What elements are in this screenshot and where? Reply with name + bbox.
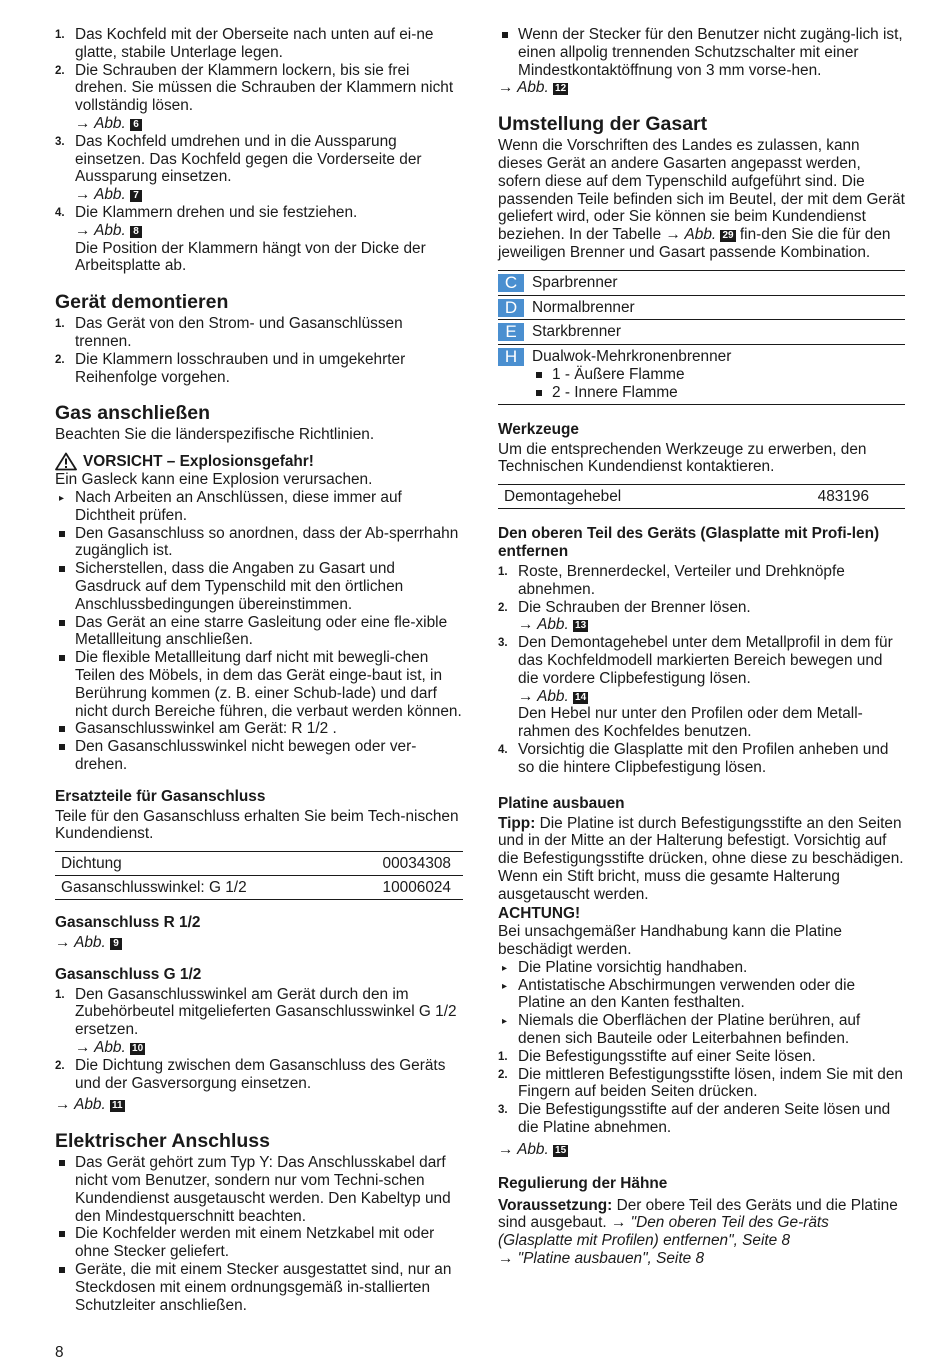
gasart-text-a: Wenn die Vorschriften des Landes es zulassen, kann dieses Gerät an andere Gasarten angepasst werden, sofern diese auf dem Typenschild aufgeführt sind. Die passenden Teile befinden sich im Beutel, der mit dem Gerät geliefert wird, oder Sie können sie beim Kundendienst beziehen. In der Tabelle (498, 137, 905, 244)
cross-reference-link[interactable]: → "Platine ausbauen", Seite 8 (498, 1250, 705, 1268)
step-number: 4. (55, 206, 65, 219)
action-text: Die Platine vorsichtig handhaben. (518, 958, 748, 976)
list-item (55, 351, 463, 387)
burner-label: Dualwok-Mehrkronenbrenner (532, 348, 732, 366)
bullet-text: 1 - Äußere Flamme (552, 365, 685, 383)
list-item (55, 986, 463, 1057)
action-text: Antistatische Abschirmungen verwenden oder die Platine an den Kanten festhalten. (518, 976, 856, 1012)
list-item (55, 1261, 463, 1314)
step-number: 2. (55, 64, 65, 77)
bullet-text: Die flexible Metallleitung darf nicht mit bewegli-chen Teilen des Möbels, in dem das Gerät einge-baut ist, in Berührung kommen (z. B. einer Schub-lade) und darf nicht durch Bereiche führen, die verbaut werden können. (75, 649, 462, 720)
section-title-r12: Gasanschluss R 1/2 (55, 913, 201, 931)
step-text: Die Klammern losschrauben und in umgekehrter Reihenfolge vorgehen. (75, 350, 406, 386)
figure-ref: → Abb. (518, 687, 569, 705)
list-item (532, 366, 905, 384)
list-item (55, 525, 463, 561)
section-title-platine: Platine ausbauen (498, 794, 625, 812)
tools-table (498, 484, 905, 509)
burner-sub-list (532, 366, 905, 402)
list-item (55, 649, 463, 720)
burner-key-cell (498, 270, 532, 295)
square-bullet-icon (59, 1267, 65, 1273)
list-item (55, 62, 463, 133)
step-number: 1. (498, 565, 508, 578)
triangle-bullet-icon: ▸ (59, 492, 65, 504)
figure-ref: → Abb. (75, 114, 126, 132)
list-item (55, 1225, 463, 1261)
square-bullet-icon (502, 32, 508, 38)
figure-badge: 7 (130, 190, 142, 202)
table-row (498, 485, 905, 509)
list-item (55, 26, 463, 62)
oberteil-steps (498, 563, 905, 777)
list-item (498, 563, 905, 599)
list-item (55, 489, 463, 525)
gas-intro: Beachten Sie die länderspezifische Richtlinien. (55, 426, 375, 444)
achtung-text: Bei unsachgemäßer Handhabung kann die Platine beschädigt werden. (498, 923, 842, 959)
step-text: Die Schrauben der Brenner lösen. (518, 598, 751, 616)
step-number: 1. (55, 988, 65, 1001)
bullet-text: Die Kochfelder werden mit einem Netzkabel mit oder ohne Stecker geliefert. (75, 1225, 435, 1261)
square-bullet-icon (536, 390, 542, 396)
parts-table (55, 851, 463, 900)
bullet-text: Gasanschlusswinkel am Gerät: R 1/2 . (75, 720, 337, 738)
section-title-gasart: Umstellung der Gasart (498, 113, 708, 136)
ersatzteile-text: Teile für den Gasanschluss erhalten Sie beim Tech-nischen Kundendienst. (55, 807, 459, 843)
figure-badge: 6 (130, 119, 142, 131)
tip-label: Tipp: (498, 814, 536, 832)
step-number: 2. (498, 1068, 508, 1081)
bullet-text: Wenn der Stecker für den Benutzer nicht zugäng-lich ist, einen allpolig trennenden Schutzschalter mit einer Mindestkontaktöffnung von 3 mm vorse-hen. (518, 26, 903, 79)
warning-heading (55, 452, 463, 471)
list-item (498, 634, 905, 741)
step-text: Die Klammern drehen und sie festziehen. (75, 203, 358, 221)
burner-label: Starkbrenner (532, 320, 905, 345)
bullet-text: Den Gasanschlusswinkel nicht bewegen oder ver-drehen. (75, 738, 417, 773)
platine-steps (498, 1048, 905, 1137)
square-bullet-icon (59, 1231, 65, 1237)
step-number: 2. (55, 1059, 65, 1072)
tip-paragraph (498, 815, 905, 904)
square-bullet-icon (59, 655, 65, 661)
burner-key-cell (498, 295, 532, 320)
square-bullet-icon (59, 531, 65, 537)
list-item (498, 741, 905, 777)
step-text: Das Kochfeld mit der Oberseite nach unten auf ei-ne glatte, stabile Unterlage legen. (75, 26, 434, 61)
step-number: 1. (498, 1050, 508, 1063)
table-row (498, 320, 905, 345)
bullet-text: Den Gasanschluss so anordnen, dass der Ab-sperrhahn zugänglich ist. (75, 524, 459, 560)
step-text: Den Gasanschlusswinkel am Gerät durch den im Zubehörbeutel mitgelieferten Gasanschlusswinkel G 1/2 ersetzen. (75, 985, 457, 1039)
section-title-werkzeuge: Werkzeuge (498, 420, 579, 438)
achtung-heading: ACHTUNG! (498, 905, 581, 923)
list-item (55, 204, 463, 275)
part-name: Dichtung (55, 852, 339, 876)
figure-ref: → Abb. (518, 616, 569, 634)
list-item (532, 384, 905, 402)
step-text: Das Kochfeld umdrehen und in die Aussparung einsetzen. Das Kochfeld gegen die Vorderseite der Aussparung einsetzen. (75, 132, 422, 186)
figure-ref: → Abb. (75, 221, 126, 239)
list-item (498, 1101, 905, 1137)
figure-badge: 13 (575, 620, 587, 632)
bullet-text: Sicherstellen, dass die Angaben zu Gasart und Gasdruck auf dem Typenschild mit den örtlichen Anschlussbedingungen übereinstimmen. (75, 560, 404, 613)
list-item (55, 614, 463, 650)
action-text: Niemals die Oberflächen der Platine berühren, auf denen sich Bauteile oder Leiterbahnen befinden. (518, 1012, 861, 1048)
step-text: Die Schrauben der Klammern lockern, bis sie frei drehen. Sie müssen die Schrauben der Klammern nicht vollständig lösen. (75, 61, 454, 115)
figure-ref: → Abb. (55, 933, 106, 951)
warning-triangle-icon (55, 452, 77, 471)
list-item (55, 1057, 463, 1093)
step-text: Die mittleren Befestigungsstifte lösen, indem Sie mit den Fingern auf beiden Seiten drücken. (518, 1065, 903, 1101)
step-note: Die Position der Klammern hängt von der Dicke der Arbeitsplatte ab. (75, 239, 426, 275)
square-bullet-icon (59, 744, 65, 750)
square-bullet-icon (59, 726, 65, 732)
prerequisite-paragraph (498, 1197, 905, 1250)
burner-label: Sparbrenner (532, 270, 905, 295)
werkzeuge-text: Um die entsprechenden Werkzeuge zu erwerben, den Technischen Kundendienst kontaktieren. (498, 440, 867, 476)
figure-badge: 9 (110, 938, 122, 950)
g12-steps (55, 986, 463, 1093)
burner-key-cell (498, 345, 532, 404)
tool-name: Demontagehebel (498, 485, 734, 509)
list-item (55, 560, 463, 613)
cross-reference-link[interactable]: → "Den oberen Teil des Ge-räts (Glasplatte mit Profilen) entfernen", Seite 8 (498, 1214, 829, 1250)
part-name: Gasanschlusswinkel: G 1/2 (55, 876, 339, 900)
right-column (498, 26, 905, 1268)
square-bullet-icon (59, 1160, 65, 1166)
table-row (55, 852, 463, 876)
step-number: 3. (55, 135, 65, 148)
step-text: Die Dichtung zwischen dem Gasanschluss des Geräts und der Gasversorgung einsetzen. (75, 1056, 446, 1092)
figure-badge: 8 (130, 226, 142, 238)
figure-ref: → Abb. (55, 1096, 106, 1114)
section-title-oberteil: Den oberen Teil des Geräts (Glasplatte mit Profi-len) entfernen (498, 524, 880, 560)
step-text: Die Befestigungsstifte auf der anderen Seite lösen und die Platine abnehmen. (518, 1101, 891, 1137)
step-number: 3. (498, 637, 508, 650)
step-number: 1. (55, 29, 65, 41)
step-text: Das Gerät von den Strom- und Gasanschlüssen trennen. (75, 315, 403, 350)
burner-key-badge: E (498, 323, 524, 341)
burner-key-cell (498, 320, 532, 345)
section-title-demontieren: Gerät demontieren (55, 291, 229, 314)
figure-ref: → Abb. (75, 1039, 126, 1057)
part-number: 10006024 (339, 876, 463, 900)
section-title-g12: Gasanschluss G 1/2 (55, 965, 202, 983)
tip-text: Die Platine ist durch Befestigungsstifte an den Seiten und in der Mitte an der Halterung befestigt. Vorsichtig auf die Befestigungsstifte drücken, ohne diese zu beschädigen. Wenn ein Stift bricht, muss die gesamte Halterung ausgetauscht werden. (498, 814, 904, 903)
list-item (498, 26, 905, 79)
section-title-gas: Gas anschließen (55, 402, 210, 425)
part-number: 00034308 (339, 852, 463, 876)
figure-badge: 10 (132, 1043, 144, 1055)
triangle-bullet-icon: ▸ (502, 962, 508, 974)
list-item (498, 1048, 905, 1066)
left-column (55, 26, 463, 1314)
step-note: Den Hebel nur unter den Profilen oder dem Metall-rahmen des Kochfeldes benutzen. (518, 705, 863, 741)
list-item (55, 133, 463, 204)
figure-badge: 29 (722, 230, 734, 242)
warning-title: VORSICHT – Explosionsgefahr! (83, 452, 314, 470)
figure-ref: → Abb. (498, 79, 549, 97)
step-number: 4. (498, 743, 508, 756)
step-number: 2. (498, 601, 508, 614)
square-bullet-icon (59, 566, 65, 572)
demontieren-steps (55, 315, 463, 386)
burner-key-badge: D (498, 299, 524, 317)
step-number: 2. (55, 353, 65, 366)
gas-bullets (55, 489, 463, 774)
figure-badge: 15 (555, 1144, 567, 1156)
step-text: Den Demontagehebel unter dem Metallprofil in dem für das Kochfeldmodell markierten Bereich bewegen und die vordere Clipbefestigung lösen. (518, 634, 893, 687)
step-number: 3. (498, 1104, 508, 1117)
list-item (55, 720, 463, 738)
gasart-text-b: fin-den Sie die für den jeweiligen Brenner und Gasart passende Kombination. (498, 226, 891, 261)
figure-line (498, 1141, 905, 1159)
figure-badge: 14 (575, 691, 587, 703)
list-item (498, 599, 905, 635)
figure-ref: → Abb. (665, 226, 717, 244)
bullet-text: Geräte, die mit einem Stecker ausgestattet sind, nur an Steckdosen mit einem ordnungsgemäß in-stallierten Schutzleiter anschließen. (75, 1261, 452, 1314)
install-steps (55, 26, 463, 275)
list-item (55, 315, 463, 351)
triangle-bullet-icon: ▸ (502, 980, 508, 992)
figure-badge: 12 (555, 83, 567, 95)
burner-table (498, 270, 905, 405)
figure-ref: → Abb. (498, 1140, 549, 1158)
square-bullet-icon (59, 620, 65, 626)
elektro-bullets-continued (498, 26, 905, 79)
bullet-text: Das Gerät gehört zum Typ Y: Das Anschlusskabel darf nicht vom Benutzer, sondern nur vom Techni-schen Kundendienst ausgetauscht werden. Den Kabeltyp und den Mindestquerschnitt beachten. (75, 1154, 451, 1225)
list-item (498, 959, 905, 977)
list-item (55, 1154, 463, 1225)
figure-ref: → Abb. (75, 186, 126, 204)
bullet-text: Das Gerät an eine starre Gasleitung oder eine fle-xible Metallleitung anschließen. (75, 613, 448, 649)
section-title-elektro: Elektrischer Anschluss (55, 1130, 270, 1153)
triangle-bullet-icon: ▸ (502, 1016, 508, 1028)
platine-actions (498, 959, 905, 1048)
burner-key-badge: C (498, 274, 524, 292)
burner-key-badge: H (498, 348, 524, 366)
section-title-hahne: Regulierung der Hähne (498, 1174, 668, 1192)
warning-text: Ein Gasleck kann eine Explosion verursachen. (55, 471, 373, 489)
list-item (498, 1066, 905, 1102)
step-text: Roste, Brennerdeckel, Verteiler und Drehknöpfe abnehmen. (518, 562, 845, 598)
list-item (498, 1012, 905, 1048)
figure-line (498, 79, 905, 97)
list-item (498, 977, 905, 1013)
link-line (498, 1250, 905, 1268)
square-bullet-icon (536, 372, 542, 378)
step-text: Vorsichtig die Glasplatte mit den Profilen anheben und so die hintere Clipbefestigung lösen. (518, 740, 889, 776)
section-title-ersatzteile: Ersatzteile für Gasanschluss (55, 787, 266, 805)
list-item (55, 738, 463, 774)
table-row (498, 295, 905, 320)
tool-number: 483196 (734, 485, 905, 509)
burner-cell (532, 345, 905, 404)
prerequisite-label: Voraussetzung: (498, 1196, 613, 1214)
figure-badge: 11 (112, 1100, 123, 1112)
page-number: 8 (55, 1344, 64, 1361)
step-text: Die Befestigungsstifte auf einer Seite lösen. (518, 1047, 816, 1065)
table-row (498, 270, 905, 295)
action-text: Nach Arbeiten an Anschlüssen, diese immer auf Dichtheit prüfen. (75, 488, 402, 524)
bullet-text: 2 - Innere Flamme (552, 383, 678, 401)
table-row (498, 345, 905, 404)
figure-line (55, 934, 463, 952)
prerequisite-text: Der obere Teil des Geräts und die Platine sind ausgebaut. (498, 1196, 898, 1232)
burner-label: Normalbrenner (532, 295, 905, 320)
elektro-bullets (55, 1154, 463, 1314)
figure-line (55, 1096, 463, 1114)
table-row (55, 876, 463, 900)
gasart-text (498, 137, 905, 262)
step-number: 1. (55, 318, 65, 331)
